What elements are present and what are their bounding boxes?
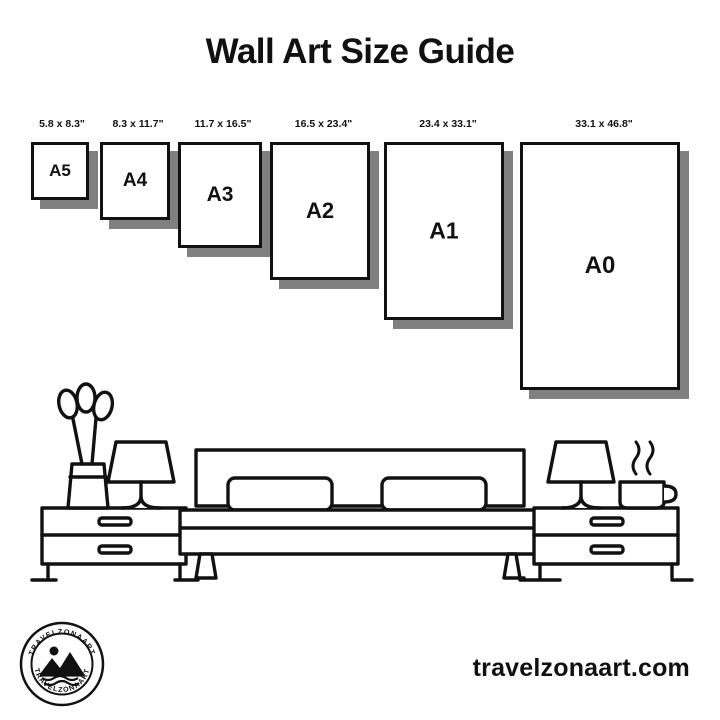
logo-arc-text-top: TRAVELZONAART — [26, 626, 98, 657]
frame-a1[interactable] — [384, 118, 512, 333]
table-lamp-right — [548, 442, 614, 508]
frame-size-row — [0, 110, 720, 400]
coffee-cup — [620, 442, 676, 508]
frame-a3[interactable] — [178, 118, 268, 258]
nightstand-left — [42, 508, 186, 578]
frame-a2[interactable] — [270, 118, 377, 298]
frame-a0-dimensions: 33.1 x 46.8" — [575, 118, 633, 130]
nightstand-right — [534, 508, 678, 578]
frame-a5[interactable] — [31, 118, 93, 198]
frame-a1-label: A1 — [429, 217, 459, 244]
footer — [0, 608, 720, 720]
bedroom-scene — [0, 378, 720, 603]
table-lamp-left — [108, 442, 174, 508]
website-url[interactable]: travelzonaart.com — [472, 654, 690, 682]
frame-a1-dimensions: 23.4 x 33.1" — [419, 118, 477, 130]
frame-a3-label: A3 — [206, 183, 234, 206]
frame-a2-label: A2 — [305, 198, 335, 223]
vase-with-flowers — [56, 384, 115, 508]
frame-a5-label: A5 — [49, 161, 71, 180]
page-title: Wall Art Size Guide — [205, 32, 515, 71]
bedroom-illustration — [0, 378, 720, 603]
bed — [180, 450, 540, 578]
logo-badge-icon — [18, 620, 106, 708]
frame-a4-dimensions: 8.3 x 11.7" — [112, 118, 164, 130]
frame-a3-dimensions: 11.7 x 16.5" — [194, 118, 252, 130]
logo-arc-text-bottom: TRAVELZONAART — [32, 667, 92, 695]
frame-a2-dimensions: 16.5 x 23.4" — [294, 118, 353, 130]
frame-a4[interactable] — [100, 118, 176, 228]
brand-logo[interactable] — [18, 620, 106, 708]
frame-a4-label: A4 — [122, 170, 148, 191]
frame-a5-dimensions: 5.8 x 8.3" — [39, 118, 85, 130]
frame-a0-label: A0 — [584, 252, 616, 279]
frame-a0[interactable] — [520, 118, 688, 398]
